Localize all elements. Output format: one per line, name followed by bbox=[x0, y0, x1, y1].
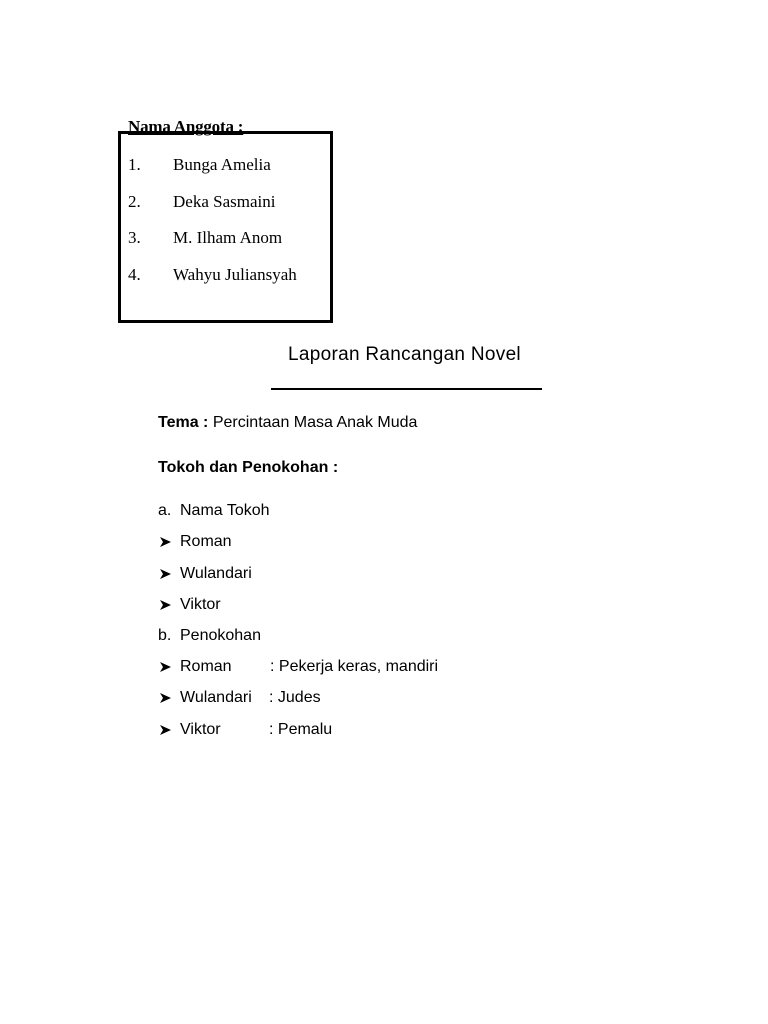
members-heading: Nama Anggota : bbox=[128, 117, 244, 136]
arrow-bullet-icon bbox=[159, 536, 172, 548]
member-name: Deka Sasmaini bbox=[173, 192, 276, 211]
section-marker: a. bbox=[158, 502, 172, 519]
character-trait: : Judes bbox=[269, 689, 321, 706]
character-trait: : Pemalu bbox=[269, 721, 333, 738]
section-marker: b. bbox=[158, 627, 172, 644]
member-name: Wahyu Juliansyah bbox=[173, 265, 297, 284]
character-name: Viktor bbox=[180, 721, 221, 738]
character-name: Roman bbox=[180, 658, 232, 675]
member-number: 1. bbox=[128, 155, 141, 174]
theme-label: Tema : bbox=[158, 414, 209, 431]
character-name: Roman bbox=[180, 533, 232, 550]
character-name: Wulandari bbox=[180, 689, 252, 706]
theme-line bbox=[158, 413, 417, 433]
member-number: 4. bbox=[128, 265, 141, 284]
arrow-bullet-icon bbox=[159, 724, 172, 736]
section-label: Nama Tokoh bbox=[180, 502, 270, 519]
theme-value: Percintaan Masa Anak Muda bbox=[212, 414, 418, 431]
arrow-bullet-icon bbox=[159, 599, 172, 611]
arrow-bullet-icon bbox=[159, 568, 172, 580]
member-name: M. Ilham Anom bbox=[173, 228, 283, 247]
arrow-bullet-icon bbox=[159, 692, 172, 704]
document-title: Laporan Rancangan Novel bbox=[288, 344, 521, 365]
character-trait: : Pekerja keras, mandiri bbox=[270, 658, 439, 675]
member-name: Bunga Amelia bbox=[173, 155, 271, 174]
characters-heading: Tokoh dan Penokohan : bbox=[158, 459, 339, 476]
arrow-bullet-icon bbox=[159, 661, 172, 673]
section-label: Penokohan bbox=[180, 627, 261, 644]
character-name: Wulandari bbox=[180, 565, 252, 582]
member-number: 3. bbox=[128, 228, 141, 247]
character-name: Viktor bbox=[180, 596, 221, 613]
member-number: 2. bbox=[128, 192, 141, 211]
title-underline bbox=[271, 388, 542, 390]
